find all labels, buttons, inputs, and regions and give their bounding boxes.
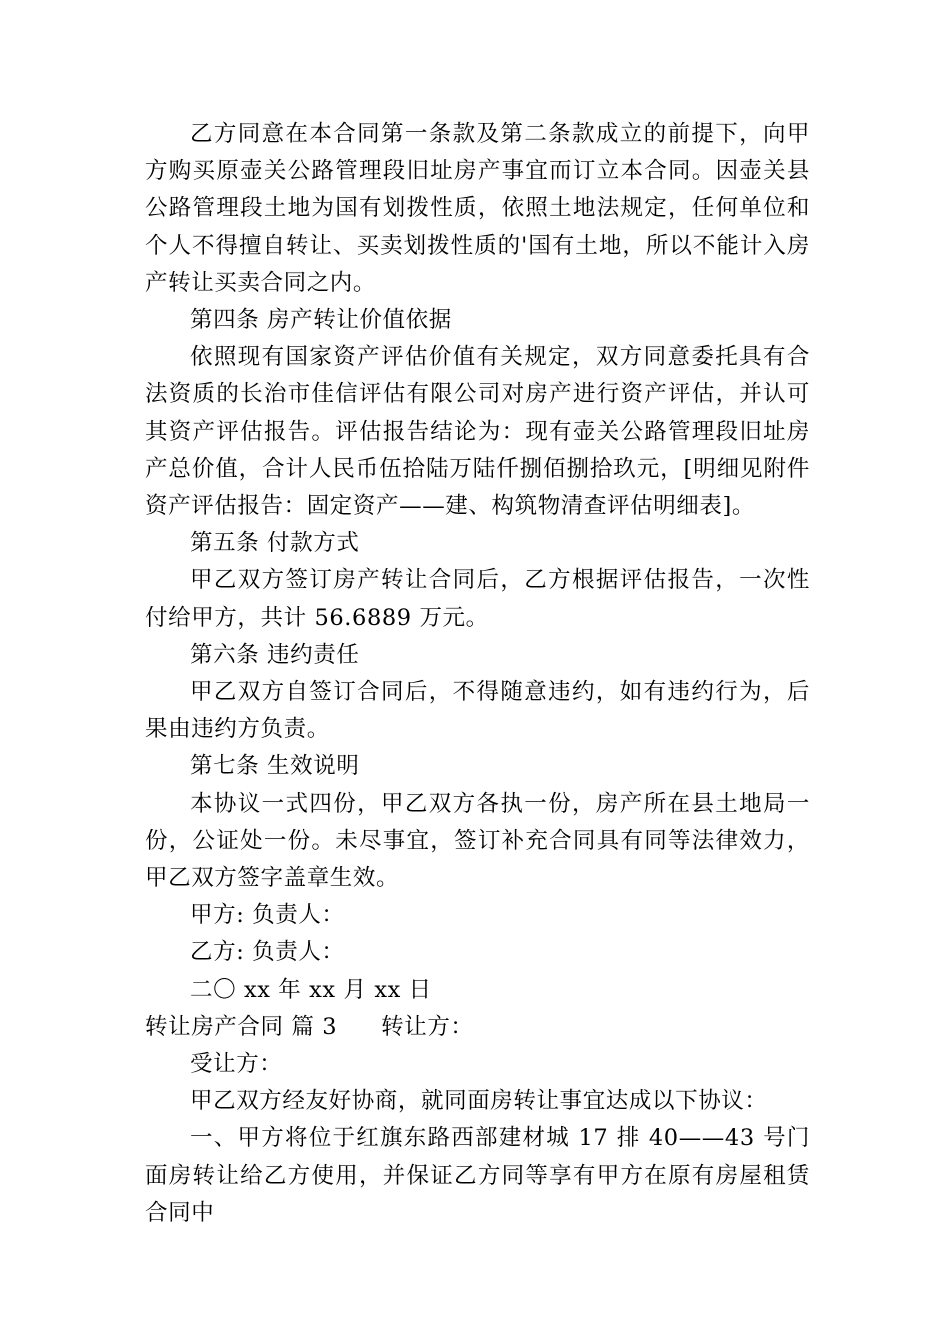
article-6-heading: 第六条 违约责任 (190, 641, 360, 668)
transferee-label: 受让方： (190, 1051, 283, 1078)
paragraph-effectiveness: 本协议一式四份，甲乙双方各执一份，房产所在县土地局一份，公证处一份。未尽事宜，签订补充合同具有同等法律效力，甲乙双方签字盖章生效。 (145, 790, 810, 892)
paragraph-valuation-basis: 依照现有国家资产评估价值有关规定，双方同意委托具有合法资质的长治市佳信评估有限公司对房产进行资产评估，并认可其资产评估报告。评估报告结论为：现有壶关公路管理段旧址房产总价值，合计人民币伍拾陆万陆仟捌佰捌拾玖元，[明细见附件资产评估报告：固定资产——建、构筑物清查评估明细表]。 (145, 344, 810, 520)
article-4-heading: 第四条 房产转让价值依据 (190, 307, 452, 334)
contract-body (145, 116, 810, 1232)
paragraph-breach-liability: 甲乙双方自签订合同后，不得随意违约，如有违约行为，后果由违约方负责。 (145, 679, 810, 743)
party-a-signature-line: 甲方: 负责人： (190, 902, 345, 929)
party-b-signature-line: 乙方: 负责人： (190, 939, 345, 966)
section-title: 转让房产合同 篇 3 (145, 1013, 338, 1040)
paragraph-clause-one: 一、甲方将位于红旗东路西部建材城 17 排 40——43 号门面房转让给乙方使用，并保证乙方同等享有甲方在原有房屋租赁合同中 (145, 1125, 810, 1226)
date-line: 二〇 xx 年 xx 月 xx 日 (190, 976, 432, 1003)
paragraph-agreement-intro: 甲乙双方经友好协商，就同面房转让事宜达成以下协议： (190, 1088, 768, 1115)
transferor-label: 转让方： (381, 1013, 474, 1040)
paragraph-payment-method: 甲乙双方签订房产转让合同后，乙方根据评估报告，一次性付给甲方，共计 56.6889 万元。 (145, 567, 810, 631)
article-5-heading: 第五条 付款方式 (190, 530, 360, 557)
article-7-heading: 第七条 生效说明 (190, 753, 360, 780)
section-heading-line (145, 1009, 810, 1046)
paragraph-purchase-premise: 乙方同意在本合同第一条款及第二条款成立的前提下，向甲方购买原壶关公路管理段旧址房产事宜而订立本合同。因壶关县公路管理段土地为国有划拨性质，依照土地法规定，任何单位和个人不得擅自转让、买卖划拨性质的'国有土地，所以不能计入房产转让买卖合同之内。 (145, 121, 810, 296)
